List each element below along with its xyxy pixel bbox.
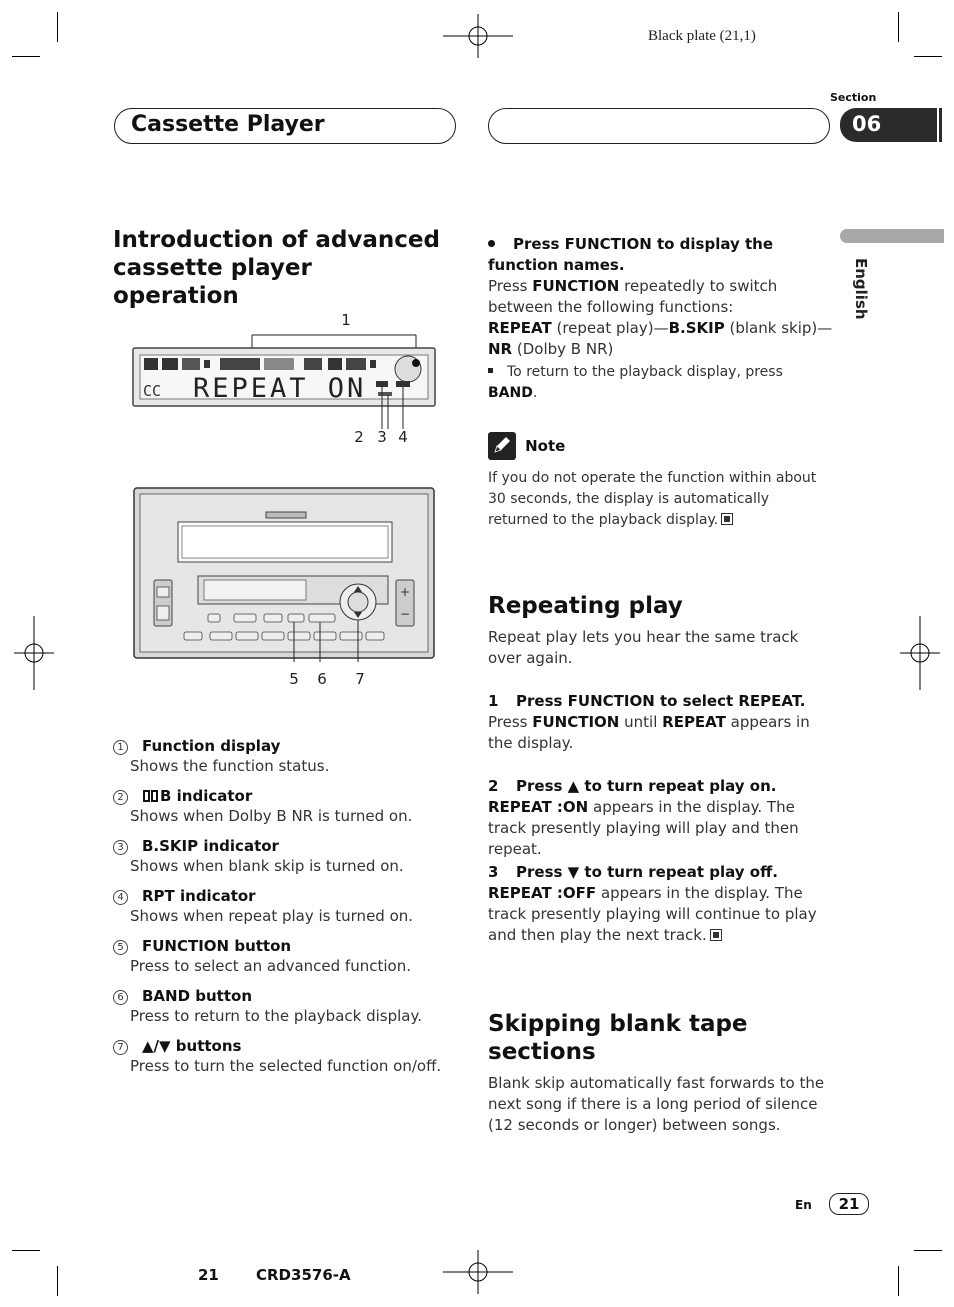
crop-mark	[57, 12, 58, 42]
callout-7: 7	[355, 670, 365, 688]
crop-mark	[12, 56, 40, 57]
note-header	[488, 432, 833, 462]
end-mark-icon	[710, 929, 722, 941]
head-unit-figure	[128, 484, 438, 694]
chapter-title-box	[114, 108, 456, 144]
section-label: Section	[830, 91, 877, 104]
crop-mark	[57, 1266, 58, 1296]
press-function-heading: Press FUNCTION to display the function names.	[488, 235, 774, 274]
callout-3: 3	[377, 428, 387, 445]
note-pencil-icon	[488, 432, 516, 460]
registration-mark	[900, 616, 940, 690]
callout-6: 6	[317, 670, 327, 688]
page-number: 21	[829, 1193, 869, 1215]
legend-item: 2 B indicator Shows when Dolby B NR is turned on.	[113, 786, 453, 827]
registration-mark	[14, 616, 54, 690]
svg-text:−: −	[399, 607, 411, 621]
legend-list	[113, 736, 453, 1086]
section-number: 06	[852, 112, 882, 136]
section-number-tab	[840, 108, 942, 142]
press-function-text: Press FUNCTION repeatedly to switch between the following functions:	[488, 277, 778, 316]
skipping-title: Skipping blank tape sections	[488, 1011, 748, 1065]
legend-item: 3 B.SKIP indicator Shows when blank skip is turned on.	[113, 836, 453, 877]
header-right-box	[488, 108, 830, 144]
repeat-step-3: 3 Press ▼ to turn repeat play off. REPEAT :OFF appears in the display. The track presently playing will continue to play and then play the next track.	[488, 863, 817, 944]
svg-text:+: +	[399, 585, 411, 599]
crop-mark	[12, 1250, 40, 1251]
legend-item: 6 BAND button Press to return to the playback display.	[113, 986, 453, 1027]
crop-mark	[914, 56, 942, 57]
press-function-block	[488, 234, 833, 404]
language-label: English	[852, 258, 870, 320]
dolby-icon	[142, 787, 160, 799]
skipping-text: Blank skip automatically fast forwards to the next song if there is a long period of silence (12 seconds or longer) between songs.	[488, 1074, 825, 1134]
intro-title: Introduction of advanced cassette player operation	[113, 227, 440, 309]
legend-item: 4 RPT indicator Shows when repeat play is turned on.	[113, 886, 453, 927]
function-list: REPEAT (repeat play)—B.SKIP (blank skip)—NR (Dolby B NR)	[488, 319, 833, 358]
function-display-figure	[128, 305, 438, 445]
callout-4: 4	[398, 428, 408, 445]
bullet-icon	[488, 240, 495, 247]
callout-5: 5	[289, 670, 299, 688]
chapter-title: Cassette Player	[131, 112, 325, 137]
note-text: If you do not operate the function within about 30 seconds, the display is automatically returned to the playback display.	[488, 470, 817, 528]
plate-label: Black plate (21,1)	[648, 28, 756, 44]
crop-mark	[898, 1266, 899, 1296]
note-label: Note	[525, 437, 566, 455]
svg-text:CC: CC	[143, 382, 162, 400]
press-function-subnote: To return to the playback display, press BAND.	[488, 364, 783, 401]
registration-mark	[443, 14, 513, 58]
display-readout: REPEAT ON	[193, 373, 367, 404]
repeating-intro: Repeat play lets you hear the same track over again.	[488, 628, 799, 667]
footer-lang: En	[795, 1198, 812, 1212]
end-mark-icon	[721, 513, 733, 525]
callout-1: 1	[341, 311, 351, 329]
crop-mark	[898, 12, 899, 42]
callout-2: 2	[354, 428, 364, 445]
print-model: CRD3576-A	[256, 1266, 351, 1284]
legend-item: 5 FUNCTION button Press to select an advanced function.	[113, 936, 453, 977]
print-page: 21	[198, 1266, 219, 1284]
language-tab	[840, 229, 944, 243]
legend-item: 1 Function display Shows the function status.	[113, 736, 453, 777]
legend-item: 7 ▲/▼ buttons Press to turn the selected function on/off.	[113, 1036, 453, 1077]
repeat-step-2: 2 Press ▲ to turn repeat play on. REPEAT :ON appears in the display. The track presently playing will play and then repeat.	[488, 777, 799, 858]
note-block	[488, 432, 833, 531]
repeat-step-1: 1 Press FUNCTION to select REPEAT. Press FUNCTION until REPEAT appears in the display.	[488, 692, 810, 752]
repeating-title: Repeating play	[488, 593, 683, 619]
crop-mark	[914, 1250, 942, 1251]
square-bullet-icon	[488, 368, 493, 373]
registration-mark	[443, 1250, 513, 1294]
